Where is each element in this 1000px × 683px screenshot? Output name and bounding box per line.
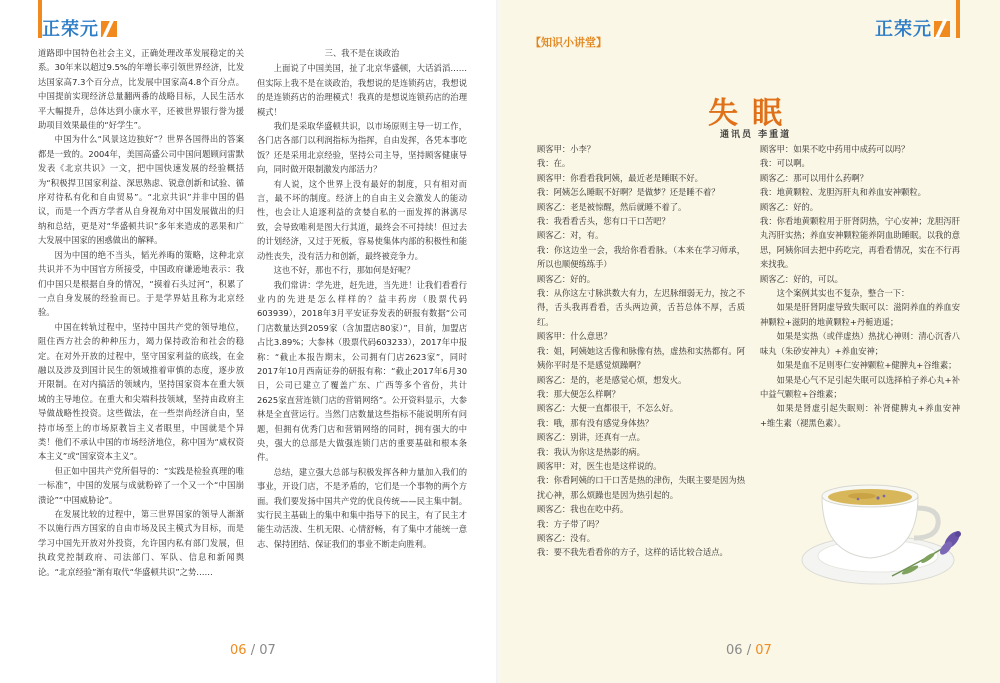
section-title: 三、我不是在谈政治 xyxy=(324,48,400,58)
summary-paragraph: 如果是血不足则枣仁安神颗粒+健脾丸+谷维素； xyxy=(776,360,957,371)
page-number-other: 06 xyxy=(726,643,743,658)
dialogue-line: 我：地黄颗粒、龙胆泻肝丸和养血安神颗粒。 xyxy=(760,187,926,198)
summary-paragraph: 如果是肾虚引起失眠则：补肾健脾丸+养血安神+维生素（褪黑色素）。 xyxy=(760,403,960,428)
dialogue-line: 顾客乙：没有。 xyxy=(537,532,596,543)
page-number-right xyxy=(726,643,772,658)
summary-paragraph: 这个案例其实也不复杂，整合一下： xyxy=(776,288,910,299)
dialogue-line: 顾客甲：什么意思？ xyxy=(537,331,612,342)
page-number-sep: / xyxy=(250,643,256,658)
dialogue-line: 顾客乙：大便一直都很干，不怎么好。 xyxy=(537,403,679,414)
brand-logo xyxy=(42,15,117,41)
dialogue-line: 我：你看地黄颗粒用于肝肾阴热，宁心安神；龙胆泻肝丸泻肝实热；养血安神颗粒能养阴血助睡眠。以我的意思，阿姨你回去把中药吃完，再看看情况，实在不行再来找我。 xyxy=(760,216,960,270)
dialogue-line: 顾客甲：如果不吃中药用中成药可以吗？ xyxy=(760,144,910,154)
paragraph: 因为中国的绝不当头，韬光养晦的策略，这种北京共识并不为中国官方所接受，中国政府谦逊地表示：我们中国只是根据自身的情况，“摸着石头过河”，积累了一点自身发展的经验而已。于是学界姑且称为北京经验。 xyxy=(38,249,244,318)
dialogue-line: 我：那大便怎么样啊？ xyxy=(537,388,620,399)
brand-logo-text: 正荣元 xyxy=(42,19,99,40)
dialogue-line: 顾客乙：别讲，还真有一点。 xyxy=(537,432,645,443)
paragraph: 道路即中国特色社会主义，正确处理改革发展稳定的关系。30年来以超过9.5%的年增长率引领世界经济，比发达国家高7.3个百分点，比发展中国家高4.8个百分点。中国提前实现经济总量翻两番的战略目标，人民生活水平大幅提升，总体达到小康水平，还被世界银行誉为援助项目效果最佳的“好学生”。 xyxy=(38,48,244,131)
dialogue-line: 顾客甲：对，医生也是这样说的。 xyxy=(537,460,662,471)
dialogue-line: 我：从你这左寸脉洪数大有力，左迟脉细弱无力，按之不得，舌头我再看看，舌头两边黄，舌苔总体不厚，舌质红。 xyxy=(537,288,745,327)
dialogue-line: 顾客乙：那可以用什么药啊？ xyxy=(760,172,868,183)
dialogue-line: 我：我看看舌头，您有口干口苦吧？ xyxy=(537,216,670,227)
left-column-1 xyxy=(38,46,244,579)
right-column-2 xyxy=(760,142,960,430)
dialogue-line: 我：可以啊。 xyxy=(760,158,810,169)
right-column-1 xyxy=(537,142,745,560)
summary-paragraph: 如果是实热（或伴虚热）热扰心神则：清心沉香八味丸（朱砂安神丸）+养血安神； xyxy=(760,331,960,356)
page-number-sep: / xyxy=(746,643,752,658)
paragraph: 总结，建立强大总部与积极发挥各种力量加入我们的事业，开设门店，不是矛盾的，它们是一个事物的两个方面。我们要发扬中国共产党的优良传统——民主集中制。实行民主基础上的集中和集中指导下的民主，有了民主才能生动活泼、生机无限、心情舒畅，有了集中才能统一意志、保持团结、保证我们的事业不断走向胜利。 xyxy=(257,466,467,549)
dialogue-line: 我：姐，阿姨她这舌像和脉像有热，虚热和实热都有。阿姨你平时是不是感觉烦躁啊？ xyxy=(537,345,745,371)
logo-mark-icon xyxy=(101,21,117,37)
paragraph: 中国为什么“风景这边独好”？世界各国得出的答案都是一致的。2004年，美国高盛公司中国问题顾问雷默发表《北京共识》一文，把中国快速发展的经验概括为“积极捍卫国家利益、深思熟虑、锐意创新和试验、循序对待私有化和自由贸易”。“北京共识”并非中国的倡议，而是一个西方学者从自身视角对中国发展做出的归纳和总结，更是对“华盛顿共识”多年来造成的恶果和广大发展中国家的困惑做出的解释。 xyxy=(38,134,244,246)
article-title: 失眠 xyxy=(708,96,796,131)
paragraph: 这也不好，那也不行，那如何是好呢？ xyxy=(273,265,415,276)
left-column-2 xyxy=(257,46,467,551)
paragraph: 中国在转轨过程中，坚持中国共产党的领导地位，阻住西方社会的种种压力，竭力保持政治和社会的稳定。在对外开放的过程中，坚守国家利益的底线，在金融以及涉及到国计民生的领域推着审慎的态度，逐步放开限制。在对内搞活的领域内，坚持国家资本在重大领域的主导地位。在重大和尖端科技领域，坚持由政府主导做战略性投资。这些做法，在一些崇尚经济自由，坚持市场至上的市场原教旨主义者眼里，中国就是个异类！他们不承认中国的市场经济地位，称中国为“威权资本主义”或“国家资本主义”。 xyxy=(38,321,244,462)
dialogue-line: 顾客乙：是的，老是感觉心烦，想发火。 xyxy=(537,374,687,385)
paragraph: 我们常讲：学先进，赶先进，当先进！让我们看看行业内的先进是怎么样样的？益丰药房（股票代码603939），2018年3月平安证券发表的研报有数据“公司门店数量达到2059家（含加盟店80家）”，目前，加盟店占比3.89%；大参林（股票代码603233），2017年中报称：“截止本报告期末，公司拥有门店2623家”，同时2017年10月西南证券的研报有称：“截止2017年6月30日，公司已建立了覆盖广东、广西等多个省份，共计2625家直营连锁门店的营销网络”。公开资料显示，大参林是全直营运行。当然门店数量这些指标不能说明所有问题，但拥有优秀门店和营销网络的同时，拥有强大的中央，强大的总部是大做强连锁门店的重要基础和根本条件。 xyxy=(257,279,467,463)
dialogue-line: 顾客乙：好的，可以。 xyxy=(760,273,843,284)
tea-cup-illustration xyxy=(800,458,970,593)
summary-paragraph: 如果是心气不足引起失眠可以选择柏子养心丸+补中益气颗粒+谷维素； xyxy=(760,374,960,399)
logo-mark-icon xyxy=(934,21,950,37)
dialogue-line: 我：在。 xyxy=(537,158,571,169)
page-number-other: 07 xyxy=(259,643,276,658)
page-number-current: 07 xyxy=(755,643,772,658)
dialogue-line: 顾客乙：好的。 xyxy=(537,273,596,284)
dialogue-line: 我：你看阿姨的口干口苦是热的津伤，失眠主要是因为热扰心神，那么烦躁也是因为热引起的。 xyxy=(537,475,745,500)
section-kicker: 【知识小讲堂】 xyxy=(530,36,607,49)
paragraph: 在发展比较的过程中，第三世界国家的领导人渐渐不以施行西方国家的自由市场及民主模式为目标，而是学习中国先开放对外投资，允许国内私有部门发展，但执政党控制政府、司法部门、军队、信息和新闻舆论。“北京经验”渐有取代“华盛顿共识”之势…… xyxy=(38,509,244,577)
brand-logo xyxy=(875,15,950,41)
brand-logo-text: 正荣元 xyxy=(875,19,932,40)
paragraph: 我们是采取华盛顿共识，以市场原则主导一切工作，各门店各部门以利润指标为指挥，自由发挥，各凭本事吃饭？还是采用北京经验，坚持公司主导，坚持顾客健康导向，同时做开限制激发内部活力？ xyxy=(257,121,467,175)
paragraph: 有人说，这个世界上没有最好的制度，只有相对而言，最不坏的制度。经济上的自由主义会激发人的能动性，也会让人追逐利益的贪婪自私的一面发挥的淋漓尽致，会导致唯利是图大行其道，最终会不可持续！但过去的计划经济，又过于死板，容易使集体内部的积极性和能动性丧失，没有活力和创新，最终被竞争力。 xyxy=(257,178,467,261)
dialogue-line: 顾客甲：小李？ xyxy=(537,144,596,154)
dialogue-line: 我：阿姨怎么睡眠不好啊？是做梦？还是睡不着？ xyxy=(537,187,720,198)
article-byline: 通讯员 李重道 xyxy=(720,130,792,140)
page-number-left xyxy=(230,643,276,658)
dialogue-line: 顾客甲：你看看我阿姨，最近老是睡眠不好。 xyxy=(537,172,703,183)
paragraph: 但正如中国共产党所倡导的：“实践是检验真理的唯一标准”，中国的发展与成就粉碎了一个又一个“中国崩溃论”“中国威胁论”。 xyxy=(38,465,244,505)
dialogue-line: 顾客乙：老是被惊醒，然后就睡不着了。 xyxy=(537,201,687,212)
dialogue-line: 顾客乙：我也在吃中药。 xyxy=(537,504,629,515)
dialogue-line: 我：你这边坐一会，我给你看看脉。（本来在学习师承，所以也顺便练练手） xyxy=(537,244,745,270)
dialogue-line: 我：方子带了吗？ xyxy=(537,518,604,529)
summary-paragraph: 如果是肝肾阴虚导致失眠可以：滋阴养血的养血安神颗粒+滋阴的地黄颗粒+丹栀逍遥； xyxy=(760,302,960,327)
dialogue-line: 我：哦，那有没有感觉身体热？ xyxy=(537,417,654,428)
page-number-current: 06 xyxy=(230,643,247,658)
dialogue-line: 我：我认为你这是热影的病。 xyxy=(537,446,645,457)
dialogue-line: 顾客乙：对，有。 xyxy=(537,230,604,241)
dialogue-line: 顾客乙：好的。 xyxy=(760,201,819,212)
dialogue-line: 我：要不我先看看你的方子，这样的话比较合适点。 xyxy=(537,547,728,558)
paragraph: 上面说了中国美国，扯了北京华盛顿，大话滔滔……但实际上我不是在谈政治，我想说的是连锁药店，我想说的是连锁药店的治理模式！我真的是想说连锁药店的治理模式！ xyxy=(257,63,467,117)
header-accent-bar xyxy=(956,0,960,38)
